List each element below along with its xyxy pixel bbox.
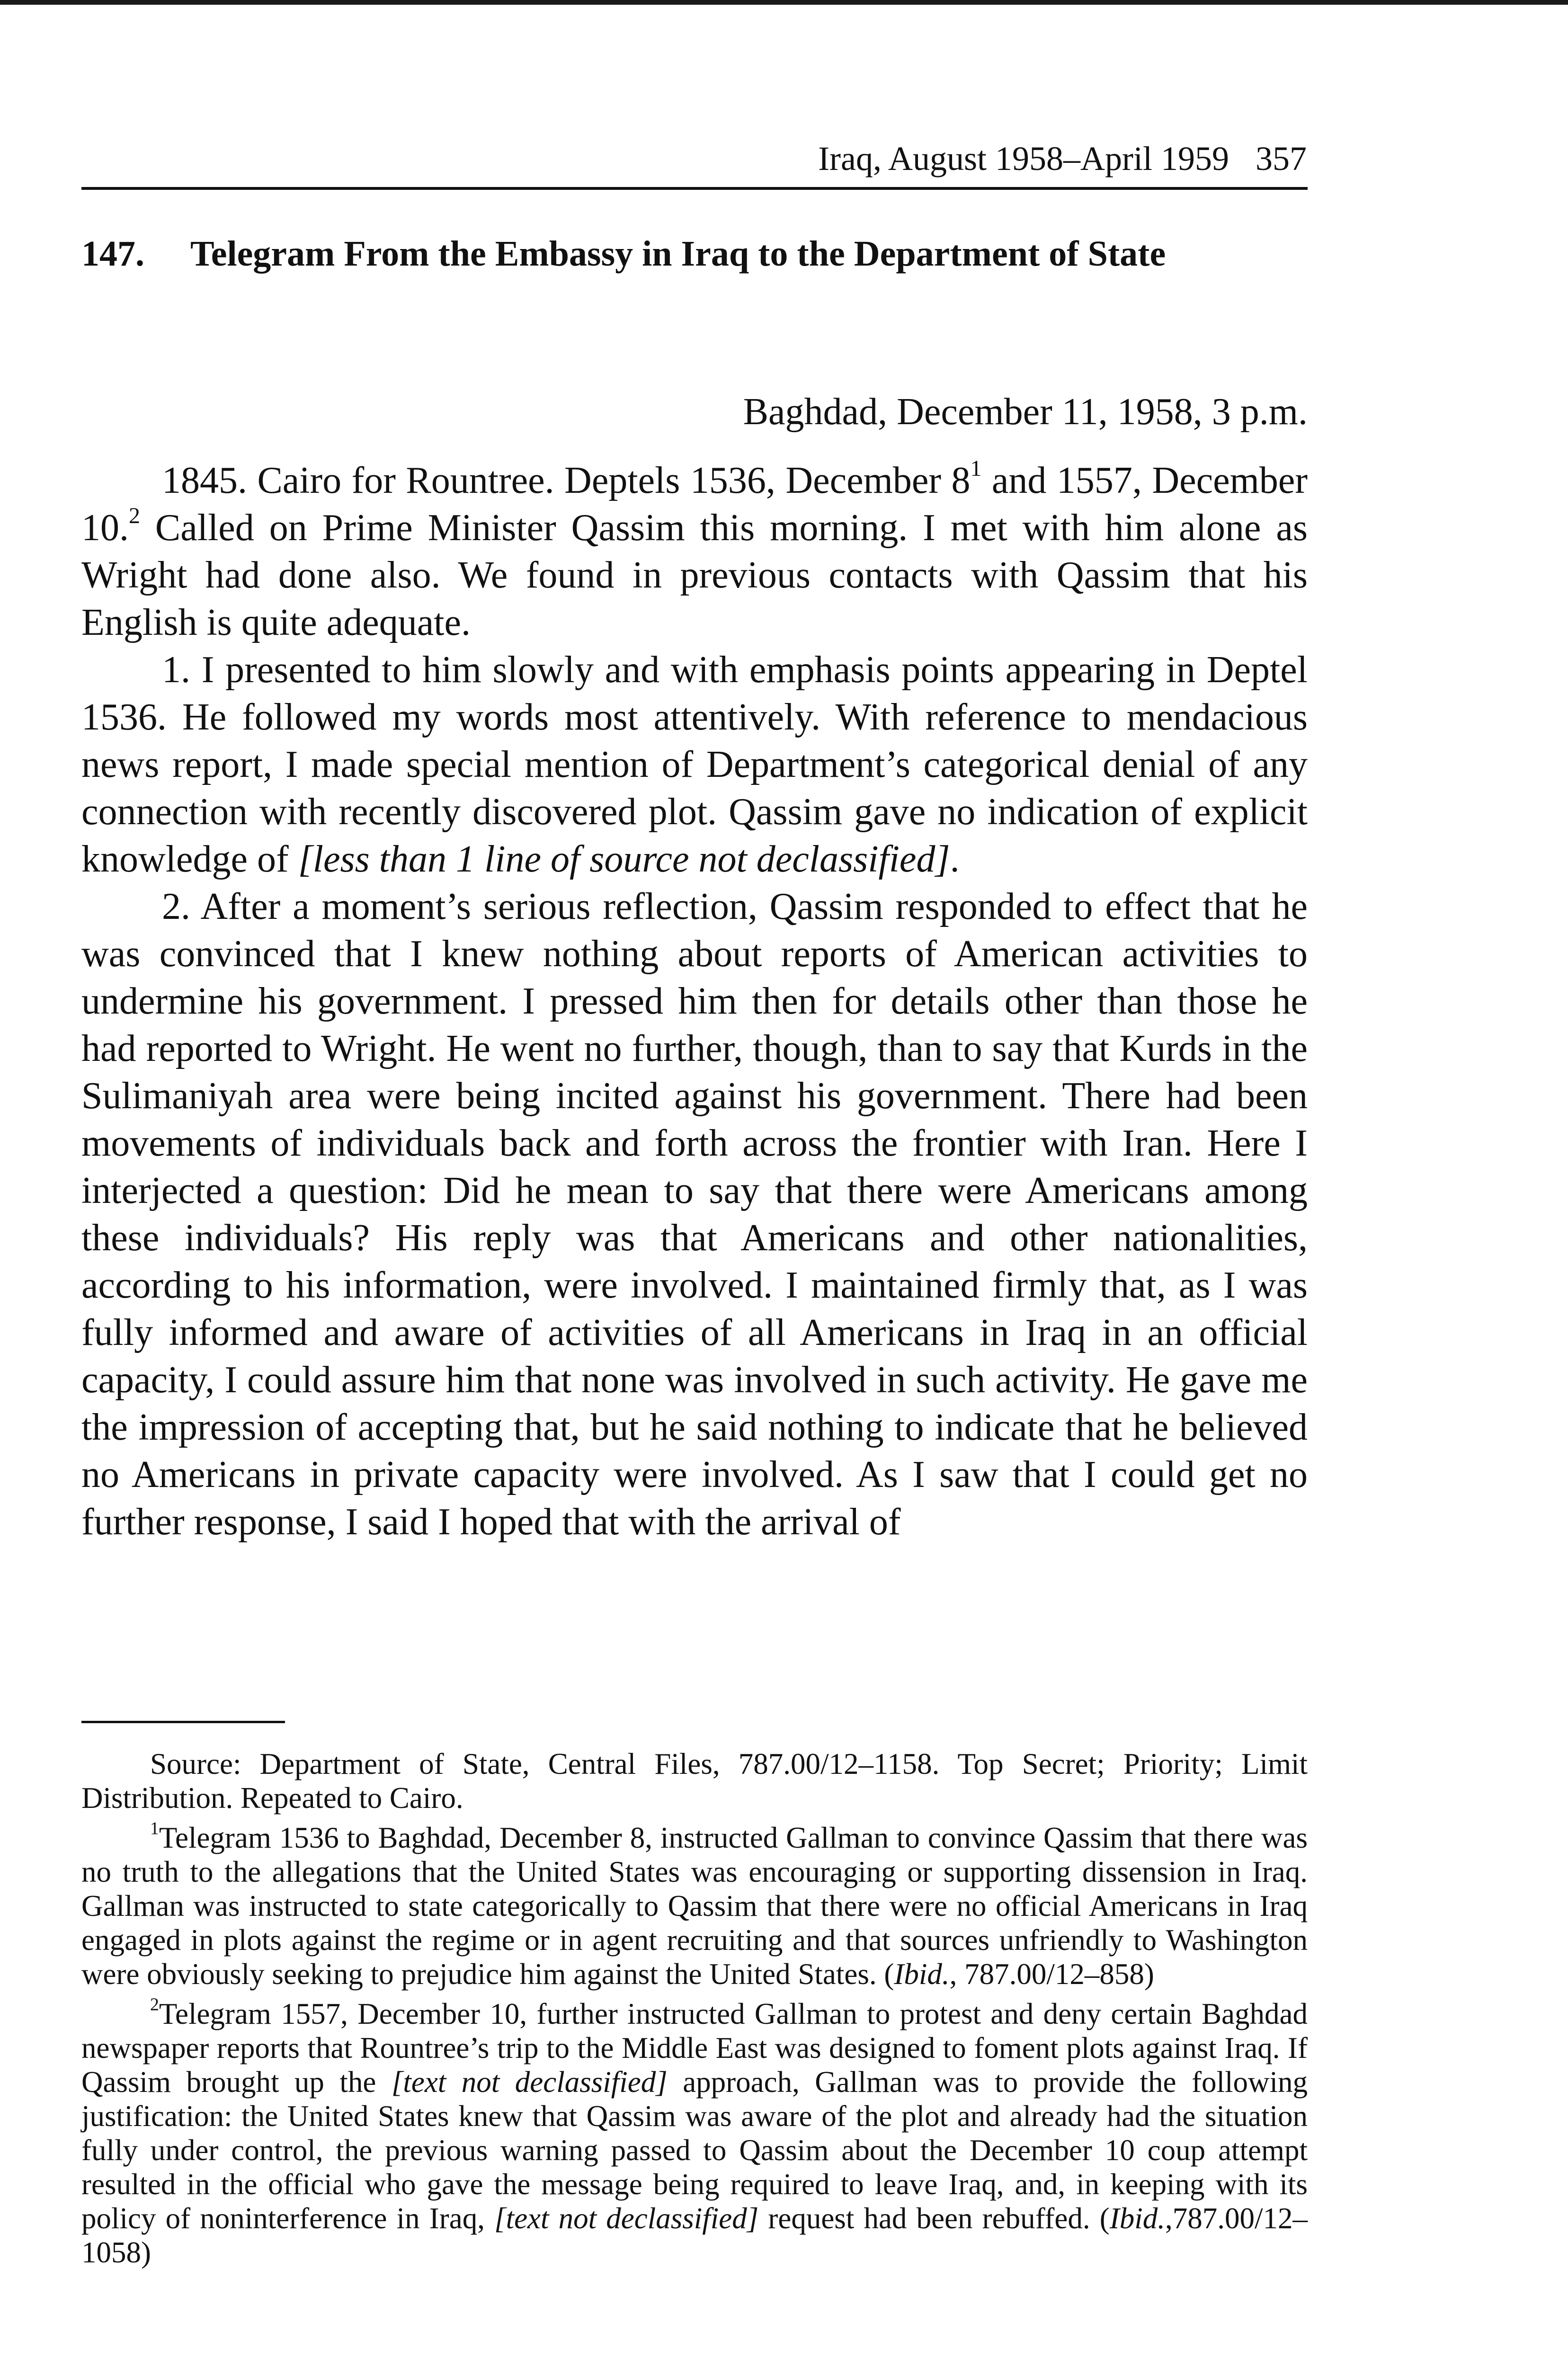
source-note: Source: Department of State, Central Files, 787.00/12–1158. Top Secret; Priority; Limit Distribution. Repeated to Cairo.	[81, 1747, 1308, 1815]
footnote-1: $^1$Telegram 1536 to Baghdad, December 8, instructed Gallman to convince Qassim that there was no truth to the allegations that the United States was encouraging or supporting dissension in Iraq. Gallman was instructed to state categorically to Qassim that there were no official Americans in Iraq engaged in plots against the regime or in agent recruiting and that sources unfriendly to Washington were obviously seeking to prejudice him against the United States. (Ibid., 787.00/12–858)	[81, 1818, 1308, 1991]
dateline: Baghdad, December 11, 1958, 3 p.m.	[743, 391, 1308, 433]
footnotes	[81, 1747, 1308, 2275]
footnote-2: $^2$Telegram 1557, December 10, further instructed Gallman to protest and deny certain Baghdad newspaper reports that Rountree’s trip to the Middle East was designed to foment plots against Iraq. If Qassim brought up the [text not declassified] approach, Gallman was to provide the following justification: the United States knew that Qassim was aware of the plot and already had the situation fully under control, the previous warning passed to Qassim about the December 10 coup attempt resulted in the official who gave the message being required to leave Iraq, and, in keeping with its policy of noninterference in Iraq, [text not declassified] request had been rebuffed. (Ibid.,787.00/12–1058)	[81, 1994, 1308, 2269]
document-number: 147.	[81, 234, 144, 274]
body-paragraph-3: 2. After a moment’s serious reflection, Qassim responded to effect that he was convinced that I knew nothing about reports of American activities to undermine his government. I pressed him then for details other than those he had reported to Wright. He went no further, though, than to say that Kurds in the Sulimaniyah area were being incited against his government. There had been movements of individuals back and forth across the frontier with Iran. Here I interjected a question: Did he mean to say that there were Americans among these individuals? His reply was that Americans and other nationalities, according to his information, were involved. I maintained firmly that, as I was fully informed and aware of activities of all Americans in Iraq in an official capacity, I could assure him that none was involved in such activity. He gave me the impression of accepting that, but he said nothing to indicate that he believed no Americans in private capacity were involved. As I saw that I could get no further response, I said I hoped that with the arrival of	[81, 886, 1308, 1543]
running-head	[80, 137, 1307, 180]
document-heading	[81, 227, 1312, 280]
footnote-ref-1: 1	[970, 456, 982, 481]
document-title: Telegram From the Embassy in Iraq to the Department of State	[190, 234, 1166, 274]
page-number: 357	[1256, 140, 1307, 178]
footnote-2-mark: 2	[150, 1994, 159, 2015]
not-declassified-note: [less than 1 line of source not declassified]	[298, 838, 950, 880]
body-paragraph-1: 1845. Cairo for Rountree. Deptels 1536, December $8^1$ and 1557, December 10.$^2$ Called on Prime Minister Qassim this morning. I met with him alone as Wright had done also. We found in previous contacts with Qassim that his English is quite adequate.	[81, 456, 1308, 643]
body-paragraph-2: 1. I presented to him slowly and with emphasis points appearing in Deptel 1536. He followed my words most attentively. With reference to mendacious news report, I made special mention of Department’s categorical denial of any connection with recently discovered plot. Qassim gave no indication of explicit knowledge of [less than 1 line of source not declassified].	[81, 649, 1308, 880]
footnote-1-mark: 1	[150, 1818, 159, 1839]
footnote-rule	[81, 1721, 285, 1723]
running-head-title: Iraq, August 1958–April 1959	[818, 140, 1229, 178]
telegram-body	[81, 457, 1308, 1546]
footnote-ref-2: 2	[129, 503, 140, 528]
page-top-edge	[0, 0, 1568, 5]
header-rule	[81, 187, 1308, 190]
